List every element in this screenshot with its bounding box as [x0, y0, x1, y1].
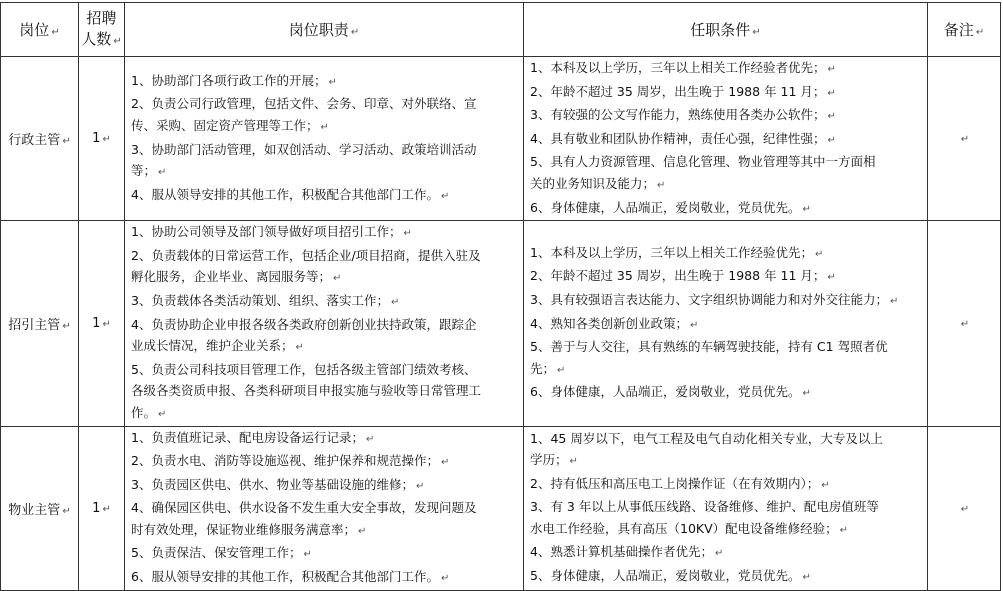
table-row [1, 426, 1001, 590]
requirements-line: 3、有较强的公文写作能力，熟练使用各类办公软件； ↵ [530, 107, 836, 123]
count-value: 1 [92, 131, 101, 147]
position-cell: 招引主管 ↵ [1, 221, 79, 426]
duties-line: 3、负责载体各类活动策划、组织、落实工作； ↵ [131, 292, 400, 308]
duties-line: 1、协助部门各项行政工作的开展； ↵ [131, 72, 337, 88]
duties-line: 作。 ↵ [131, 404, 167, 420]
requirements-line: 水电工作经验，具有高压（10KV）配电设备维修经验； ↵ [530, 520, 849, 536]
position-cell: 行政主管 ↵ [1, 57, 79, 221]
header-duties: 岗位职责 ↵ [125, 3, 524, 57]
requirements-line: 3、具有较强语言表达能力、文字组织协调能力和对外交往能力； ↵ [530, 291, 899, 307]
duties-cell [125, 57, 524, 221]
requirements-line: 5、身体健康，人品端正，爱岗敬业，党员优先。 ↵ [530, 568, 811, 584]
duties-line: 3、负责园区供电、供水、物业等基础设施的维修； ↵ [131, 476, 425, 492]
duties-line: 2、负责水电、消防等设施巡视、维护保养和规范操作； ↵ [131, 453, 450, 469]
requirements-line: 6、身体健康，人品端正，爱岗敬业，党员优先。 ↵ [530, 384, 811, 400]
count-cell: 1 ↵ [79, 426, 125, 590]
duties-line: 5、负责保洁、保安管理工作； ↵ [131, 545, 312, 561]
header-count: 招聘 人数 ↵ [79, 3, 125, 57]
duties-line: 1、协助公司领导及部门领导做好项目招引工作； ↵ [131, 224, 412, 240]
notes-cell: ↵ [928, 426, 1001, 590]
requirements-line: 5、具有人力资源管理、信息化管理、物业管理等其中一方面相 [530, 154, 876, 170]
count-value: 1 [92, 315, 101, 331]
notes-cell: ↵ [928, 57, 1001, 221]
duties-line: 各级各类资质申报、各类科研项目申报实施与验收等日常管理工 [131, 383, 482, 399]
count-cell: 1 ↵ [79, 57, 125, 221]
notes-cell: ↵ [928, 221, 1001, 426]
requirements-line: 关的业务知识及能力； ↵ [530, 175, 666, 191]
duties-line: 1、负责值班记录、配电房设备运行记录； ↵ [131, 429, 375, 445]
requirements-cell [524, 426, 928, 590]
requirements-line: 先； ↵ [530, 360, 566, 376]
header-requirements: 任职条件 ↵ [524, 3, 928, 57]
count-cell: 1 ↵ [79, 221, 125, 426]
requirements-line: 4、熟知各类创新创业政策； ↵ [530, 315, 699, 331]
requirements-line: 1、本科及以上学历，三年以上相关工作经验者优先； ↵ [530, 60, 836, 75]
duties-line: 孵化服务，企业毕业、离园服务等； ↵ [131, 269, 342, 285]
requirements-line: 6、身体健康，人品端正，爱岗敬业，党员优先。 ↵ [530, 199, 811, 215]
job-table [0, 2, 1001, 591]
requirements-line: 2、年龄不超过 35 周岁，出生晚于 1988 年 11 月； ↵ [530, 268, 836, 284]
table-row [1, 221, 1001, 426]
requirements-line: 4、熟悉计算机基础操作者优先； ↵ [530, 544, 724, 560]
requirements-line: 5、善于与人交往，具有熟练的车辆驾驶技能，持有 C1 驾照者优 [530, 339, 888, 355]
duties-line: 5、负责公司科技项目管理工作，包括各级主管部门绩效考核、 [131, 361, 477, 377]
duties-line: 业成长情况，维护企业关系； ↵ [131, 338, 304, 354]
requirements-line: 学历； ↵ [530, 452, 578, 468]
position-label: 物业主管 [8, 502, 61, 518]
position-label: 招引主管 [8, 317, 61, 333]
duties-line: 传、采购、固定资产管理等工作； ↵ [131, 117, 329, 133]
header-row [1, 3, 1001, 57]
duties-line: 2、负责载体的日常运营工作，包括企业/项目招商，提供入驻及 [131, 247, 481, 263]
duties-line: 4、确保园区供电、供水设备不发生重大安全事故，发现问题及 [131, 500, 477, 516]
requirements-line: 4、具有敬业和团队协作精神，责任心强，纪律性强； ↵ [530, 130, 836, 146]
duties-line: 2、负责公司行政管理，包括文件、会务、印章、对外联络、宣 [131, 96, 477, 112]
duties-line: 4、服从领导安排的其他工作，积极配合其他部门工作。 ↵ [131, 186, 450, 202]
requirements-line: 2、持有低压和高压电工上岗操作证（在有效期内）； ↵ [530, 475, 830, 491]
position-label: 行政主管 [8, 133, 61, 149]
header-position: 岗位 ↵ [1, 3, 79, 57]
header-notes: 备注 ↵ [928, 3, 1001, 57]
table-row [1, 57, 1001, 221]
requirements-cell [524, 221, 928, 426]
duties-line: 等； ↵ [131, 163, 167, 179]
requirements-line: 1、本科及以上学历，三年以上相关工作经验优先； ↵ [530, 244, 824, 260]
count-value: 1 [92, 500, 101, 516]
requirements-line: 1、45 周岁以下，电气工程及电气自动化相关专业，大专及以上 [530, 430, 883, 446]
duties-cell [125, 221, 524, 426]
requirements-cell [524, 57, 928, 221]
duties-cell [125, 426, 524, 590]
duties-line: 4、负责协助企业申报各级各类政府创新创业扶持政策，跟踪企 [131, 316, 477, 332]
duties-line: 3、协助部门活动管理，如双创活动、学习活动、政策培训活动 [131, 141, 477, 157]
duties-line: 6、服从领导安排的其他工作，积极配合其他部门工作。 ↵ [131, 569, 450, 585]
requirements-line: 2、年龄不超过 35 周岁，出生晚于 1988 年 11 月； ↵ [530, 83, 836, 99]
requirements-line: 3、有 3 年以上从事低压线路、设备维修、维护、配电房值班等 [530, 499, 879, 515]
duties-line: 时有效处理，保证物业维修服务满意率； ↵ [131, 521, 367, 537]
position-cell: 物业主管 ↵ [1, 426, 79, 590]
